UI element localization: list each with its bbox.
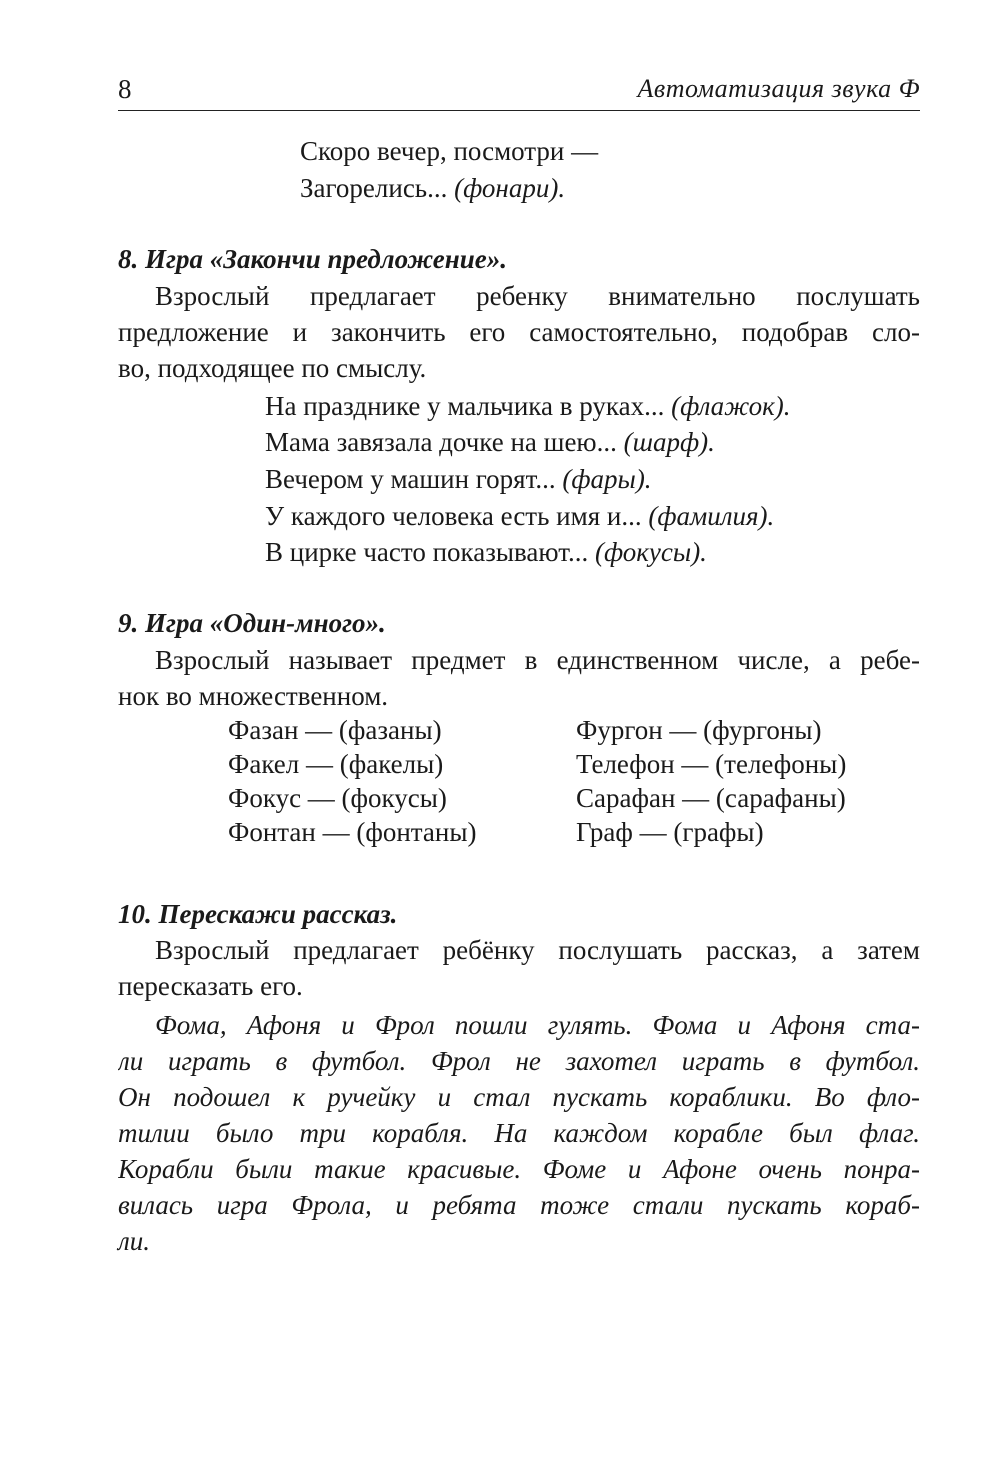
story-line: Корабли были такие красивые. Фоме и Афоне очень понра- (118, 1154, 920, 1184)
word-pair-left: Фазан — (фазаны) (228, 715, 442, 745)
story-line: ли играть в футбол. Фрол не захотел играть в футбол. (118, 1046, 920, 1076)
sentence-answer: (шарф). (623, 427, 715, 457)
sentence-item (265, 499, 774, 533)
sentence-item (265, 462, 652, 496)
word-pair-left: Факел — (факелы) (228, 749, 444, 779)
word-pair-right: Граф — (графы) (576, 817, 764, 847)
sentence-answer: (фары). (562, 464, 652, 494)
sentence-text: У каждого человека есть имя и... (265, 501, 642, 531)
sentence-text: Вечером у машин горят... (265, 464, 556, 494)
poem-line-2-answer: (фонари). (454, 173, 566, 203)
sentence-text: На празднике у мальчика в руках... (265, 391, 665, 421)
section-9-instruction-line: нок во множественном. (118, 681, 389, 711)
sentence-text: В цирке часто показывают... (265, 537, 589, 567)
section-9-instruction-line: Взрослый называет предмет в единственном числе, а ребе- (155, 645, 920, 675)
page-header (118, 70, 920, 111)
story-line: тилии было три корабля. На каждом корабле был флаг. (118, 1118, 920, 1148)
sentence-text: Мама завязала дочке на шею... (265, 427, 617, 457)
story-line: ли. (118, 1226, 151, 1256)
section-8-instruction-line: предложение и закончить его самостоятельно, подобрав сло- (118, 317, 920, 347)
story-line: Он подошел к ручейку и стал пускать кораблики. Во фло- (118, 1082, 920, 1112)
word-pair-right: Сарафан — (сарафаны) (576, 783, 846, 813)
sentence-item (265, 389, 790, 423)
section-10-instruction-line: Взрослый предлагает ребёнку послушать рассказ, а затем (155, 935, 920, 965)
poem-line-1: Скоро вечер, посмотри — (300, 136, 599, 166)
sentence-item (265, 535, 707, 569)
story-line: вилась игра Фрола, и ребята тоже стали пускать кораб- (118, 1190, 920, 1220)
sentence-answer: (фамилия). (648, 501, 775, 531)
sentence-item (265, 425, 715, 459)
sentence-answer: (флажок). (671, 391, 791, 421)
poem-line-2 (300, 171, 565, 205)
sentence-answer: (фокусы). (595, 537, 707, 567)
page-number: 8 (118, 74, 132, 104)
section-8-instruction-line: во, подходящее по смыслу. (118, 353, 427, 383)
word-pair-right: Телефон — (телефоны) (576, 749, 847, 779)
word-pair-left: Фонтан — (фонтаны) (228, 817, 477, 847)
story-line: Фома, Афоня и Фрол пошли гулять. Фома и Афоня ста- (155, 1010, 920, 1040)
section-8-title: 8. Игра «Закончи предложение». (118, 244, 508, 274)
word-pair-left: Фокус — (фокусы) (228, 783, 447, 813)
running-title: Автоматизация звука Ф (637, 74, 920, 103)
section-10-title: 10. Перескажи рассказ. (118, 899, 398, 929)
word-pair-right: Фургон — (фургоны) (576, 715, 822, 745)
section-8-instruction-line: Взрослый предлагает ребенку внимательно послушать (155, 281, 920, 311)
section-10-instruction-line: пересказать его. (118, 971, 303, 1001)
section-9-title: 9. Игра «Один-много». (118, 608, 386, 638)
poem-line-2-text: Загорелись... (300, 173, 448, 203)
